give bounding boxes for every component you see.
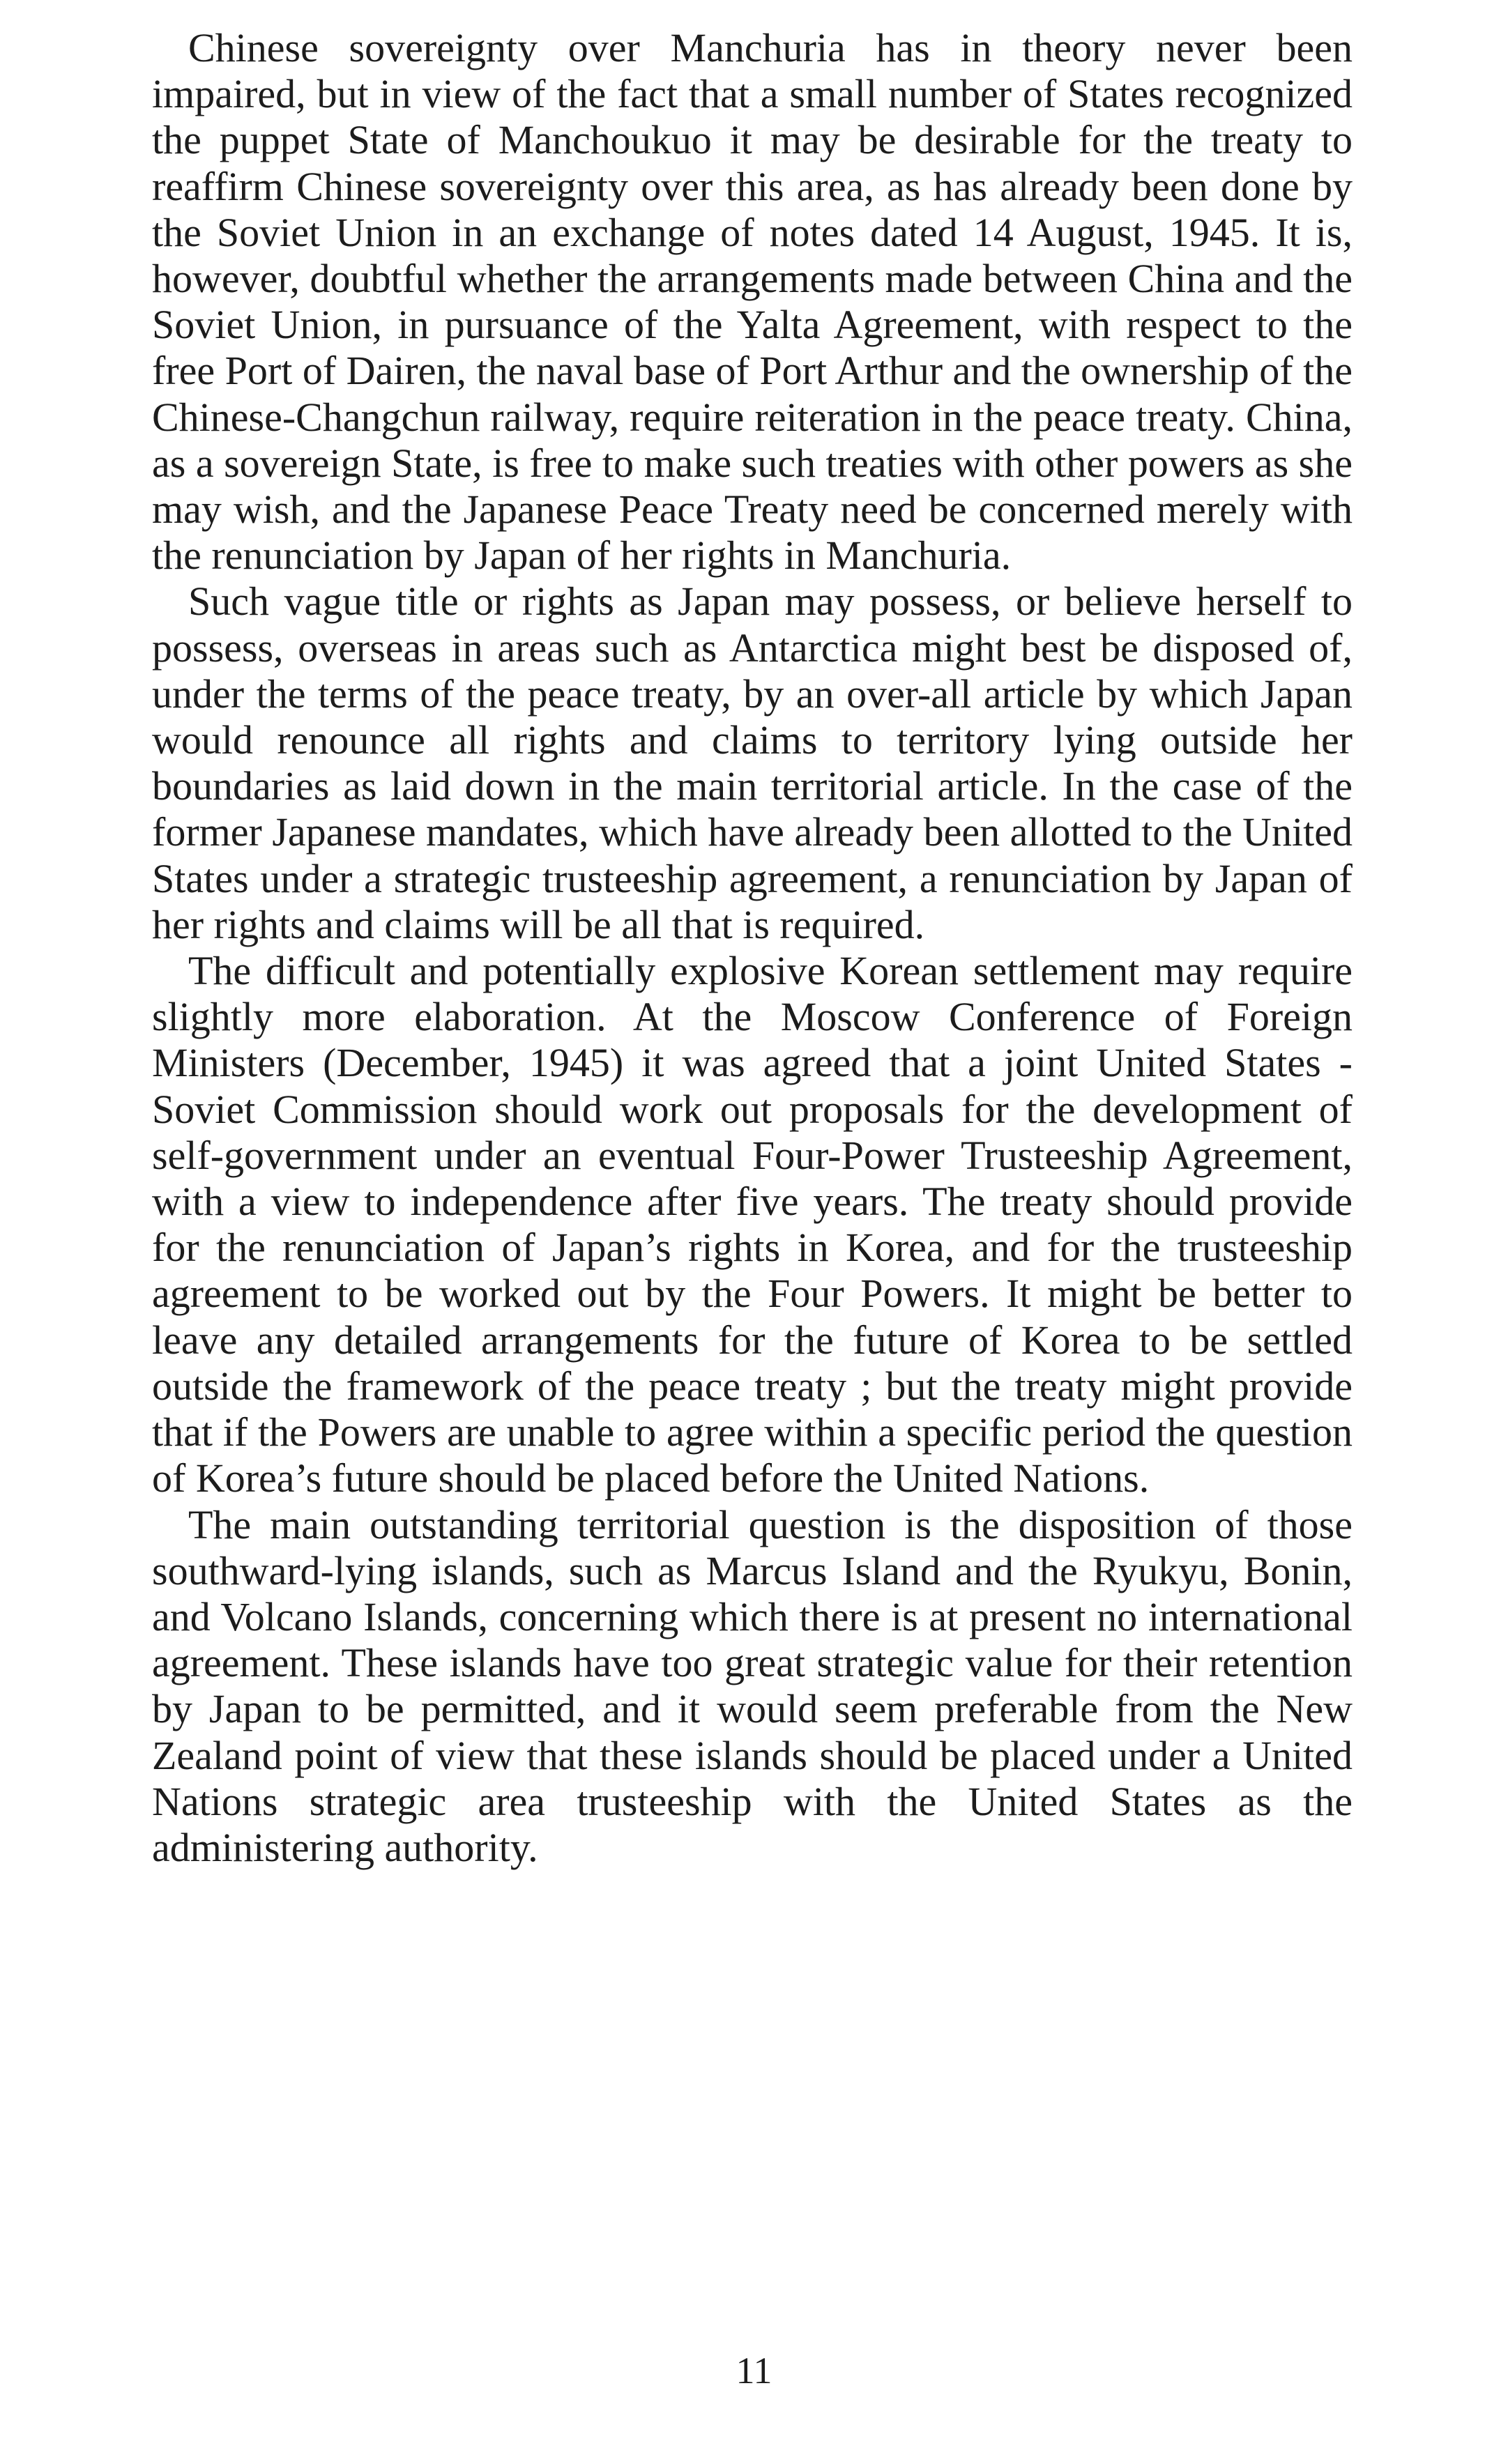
paragraph-overseas-rights: Such vague title or rights as Japan may possess, or believe herself to possess, overseas in areas such as Antarctica might best be disposed of, under the terms of the peace treaty, by an over-all article by which Japan would renounce all rights and claims to territory lying outside her boundaries as laid down in the main territorial article. In the case of the former Japanese mandates, which have already been allotted to the United States under a strategic trusteeship agreement, a renunciation by Japan of her rights and claims will be all that is required. [152, 579, 1353, 947]
paragraph-korea: The difficult and potentially explosive Korean settlement may require slightly more elaboration. At the Moscow Conference of Foreign Ministers (December, 1945) it was agreed that a joint United States - Soviet Commission should work out proposals for the development of self-government under an eventual Four-Power Trusteeship Agreement, with a view to independence after five years. The treaty should provide for the renunciation of Japan’s rights in Korea, and for the trusteeship agreement to be worked out by the Four Powers. It might be better to leave any detailed arrangements for the future of Korea to be settled outside the framework of the peace treaty ; but the treaty might provide that if the Powers are unable to agree within a specific period the question of Korea’s future should be placed before the United Nations. [152, 948, 1353, 1501]
paragraph-southern-islands: The main outstanding territorial question is the disposition of those southward-lying islands, such as Marcus Island and the Ryukyu, Bonin, and Volcano Islands, concerning which there is at present no international agreement. These islands have too great strategic value for their retention by Japan to be permitted, and it would seem preferable from the New Zealand point of view that these islands should be placed under a United Nations strategic area trusteeship with the United States as the administering authority. [152, 1501, 1353, 1870]
page-number: 11 [736, 2350, 772, 2392]
paragraph-manchuria: Chinese sovereignty over Manchuria has in theory never been impaired, but in view of the fact that a small number of States recognized the puppet State of Manchoukuo it may be desirable for the treaty to reaffirm Chinese sovereignty over this area, as has already been done by the Soviet Union in an exchange of notes dated 14 August, 1945. It is, however, doubtful whether the arrangements made between China and the Soviet Union, in pursuance of the Yalta Agreement, with respect to the free Port of Dairen, the naval base of Port Arthur and the ownership of the Chinese-Changchun railway, require reiteration in the peace treaty. China, as a sovereign State, is free to make such treaties with other powers as she may wish, and the Japanese Peace Treaty need be concerned merely with the renunciation by Japan of her rights in Manchuria. [152, 25, 1353, 579]
body-text [152, 25, 1353, 1871]
